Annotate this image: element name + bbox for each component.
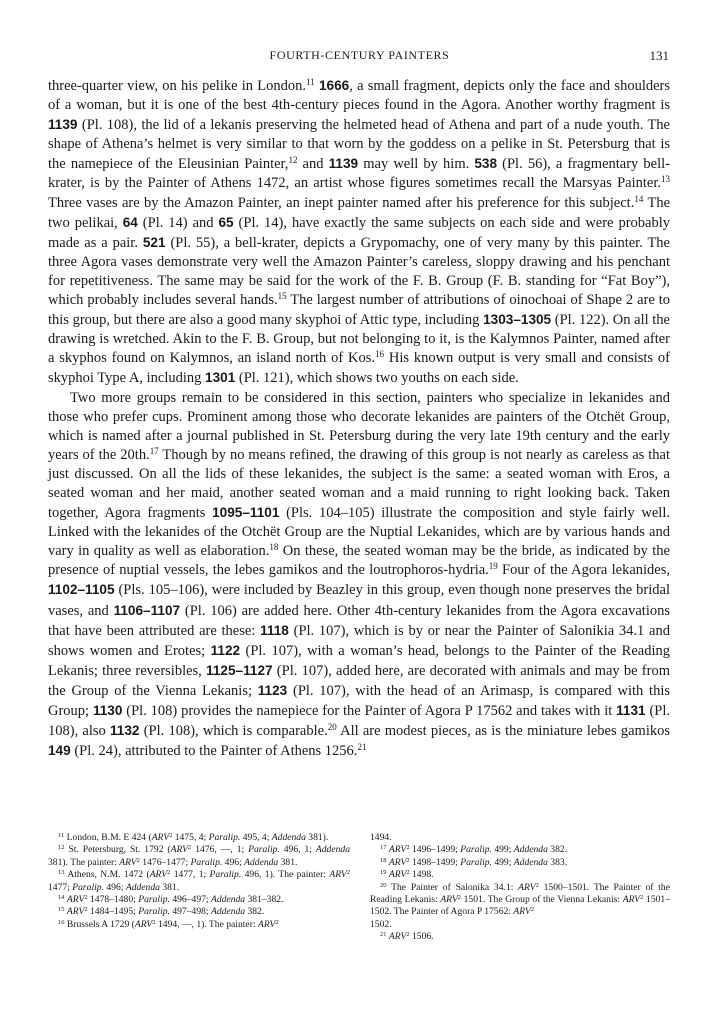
- text-run: (Pl. 107), which is by or near the Painter of Salonikia 34.1 and shows women and Erotes;: [48, 622, 670, 659]
- footnote-15: [48, 906, 350, 918]
- catalogue-number: 1301: [205, 370, 236, 386]
- catalogue-number: 1118: [260, 622, 289, 638]
- catalogue-number: 521: [142, 234, 166, 250]
- catalogue-number: 149: [48, 743, 71, 759]
- text-run: 499;: [491, 844, 514, 856]
- text-run: The Painter of Salonika 34.1:: [386, 881, 519, 893]
- catalogue-number: 538: [474, 156, 498, 172]
- text-run: may well by him.: [358, 156, 475, 173]
- abbrev: Addenda: [125, 881, 160, 893]
- catalogue-number: 1106–1107: [113, 602, 181, 618]
- footnote-ref: 21: [357, 742, 367, 753]
- catalogue-number: 1666: [318, 78, 350, 93]
- catalogue-number: 65: [218, 214, 234, 230]
- footnote-number: 14: [58, 894, 65, 902]
- abbrev: ARV: [134, 918, 153, 930]
- footnotes-left-column: [48, 832, 350, 931]
- footnote-number: 12: [58, 844, 65, 852]
- footnote-16-continued: 1494.: [370, 832, 392, 843]
- superscript: 2: [167, 869, 171, 877]
- text-run: 1478–1480;: [87, 894, 139, 906]
- footnote-ref: 18: [269, 542, 279, 553]
- abbrev: ARV: [149, 869, 168, 881]
- footnote-number: 18: [380, 856, 387, 864]
- page-header: [0, 48, 719, 68]
- text-run: three-quarter view, on his pelike in London.: [48, 78, 307, 94]
- text-run: (Pl. 107), with a woman’s head, belongs to the Painter of the Reading Lekanis; three reversibles,: [48, 642, 671, 679]
- footnote-11: [48, 832, 350, 844]
- catalogue-number: 1303–1305: [483, 312, 552, 328]
- abbrev: ARV: [66, 894, 85, 906]
- superscript: 2: [188, 844, 192, 852]
- superscript: 2: [530, 906, 535, 914]
- abbrev: Paralip.: [209, 869, 242, 881]
- abbrev: Paralip.: [138, 906, 170, 918]
- text-run: Brussels A 1729 (: [64, 918, 135, 930]
- footnote-number: 15: [58, 906, 65, 914]
- text-run: (Pl. 107), added here, are decorated with animals and may be from the Group of the Vienna Lekanis;: [48, 662, 670, 699]
- catalogue-number: 1130: [92, 703, 123, 718]
- footnote-13: [48, 869, 350, 894]
- abbrev: ARV: [388, 931, 407, 943]
- abbrev: Addenda: [244, 856, 279, 868]
- text-run: 1500–1501. The Painter of the Reading Lekanis:: [370, 881, 670, 906]
- text-run: 382.: [547, 844, 568, 856]
- text-run: 383.: [547, 856, 568, 868]
- text-run: , a small fragment, depicts only the face and shoulders of a woman, but it is one of the best 4th-century pieces found in the Agora. Another worthy fragment is: [48, 78, 670, 114]
- superscript: 2: [275, 918, 279, 926]
- superscript: 2: [535, 881, 539, 889]
- abbrev: Addenda: [513, 844, 548, 856]
- footnote-ref: 19: [488, 561, 498, 572]
- text-run: (Pl. 108), also: [48, 703, 671, 740]
- text-run: On these, the seated woman may be the bride, as indicated by the presence of nuptial vessels, the lebes gamikos and the loutrophoros-hydria.: [48, 543, 670, 579]
- text-run: Two more groups remain to be considered in this section, painters who specialize in lekanides and those who prefer cups. Prominent among those who decorate lekanides are painters of the Otchët Group, which is named after a journal published in St. Petersburg during the very late 19th century and the early years of the 20th.: [48, 389, 670, 463]
- footnote-14: [48, 894, 350, 906]
- footnote-ref: 12: [288, 155, 298, 166]
- text-run: 1496–1499;: [409, 844, 461, 856]
- text-run: 1475, 4;: [172, 832, 209, 843]
- superscript: 2: [406, 931, 410, 939]
- catalogue-number: 1139: [328, 156, 359, 172]
- superscript: 2: [136, 856, 140, 864]
- superscript: 2: [152, 918, 156, 926]
- text-run: 496–497;: [169, 894, 211, 906]
- footnote-17: [370, 844, 670, 856]
- text-run: 495, 4;: [240, 832, 272, 843]
- text-run: and: [297, 156, 329, 173]
- abbrev: ARV: [622, 894, 641, 906]
- text-run: St. Petersburg, St. 1792 (: [64, 844, 171, 856]
- abbrev: ARV: [257, 918, 276, 930]
- text-run: (Pl. 24), attributed to the Painter of Athens 1256.: [70, 743, 358, 760]
- footnote-16: [48, 919, 350, 931]
- superscript: 2: [406, 869, 410, 877]
- text-run: 1484–1495;: [87, 906, 139, 918]
- footnote-number: 19: [380, 869, 387, 877]
- text-run: (Pl. 106) are added here. Other 4th-century lekanides from the Agora excavations that have been attributed are these:: [48, 602, 671, 639]
- text-run: 496;: [222, 856, 245, 868]
- paragraph-2: [48, 389, 670, 762]
- text-run: (Pl. 56), a fragmentary bell-krater, is by the Painter of Athens 1472, an artist whose figures sometimes recall the Marsyas Painter.: [48, 156, 670, 192]
- text-run: All are modest pieces, as is the miniature lebes gamikos: [336, 723, 670, 740]
- abbrev: ARV: [151, 832, 170, 843]
- text-run: (Pl. 14), have exactly the same subjects on each side and were probably made as a pair.: [48, 214, 670, 251]
- text-run: 1498.: [409, 869, 434, 881]
- text-run: 496, 1;: [279, 844, 316, 856]
- superscript: 2: [406, 844, 410, 852]
- text-run: 1501–1502. The Painter of Agora P 17562:: [370, 894, 671, 918]
- abbrev: ARV: [388, 869, 407, 881]
- abbrev: Paralip.: [460, 856, 492, 868]
- footnote-21: [370, 931, 670, 943]
- text-run: (Pl. 14) and: [137, 214, 219, 231]
- text-run: (Pl. 108), the lid of a lekanis preserving the helmeted head of Athena and part of a nude youth. The shape of Athena’s helmet is very similar to that worn by the goddess on a pelike in St. Petersburg that is the namepiece of the Eleusinian Painter,: [48, 117, 670, 173]
- catalogue-number: 1132: [110, 723, 140, 739]
- superscript: 2: [169, 832, 173, 839]
- footnote-ref: 13: [661, 174, 670, 185]
- abbrev: Paralip.: [208, 832, 241, 843]
- text-run: Three vases are by the Amazon Painter, an inept painter named after his preference for this subject.: [48, 194, 635, 211]
- text-run: 382.: [245, 906, 265, 918]
- footnote-ref: 15: [277, 291, 287, 302]
- abbrev: Addenda: [210, 906, 246, 918]
- footnote-18: [370, 857, 670, 869]
- text-run: 381.: [278, 856, 298, 868]
- abbrev: Addenda: [271, 832, 306, 843]
- text-run: (Pl. 108) provides the namepiece for the Painter of Agora P 17562 and takes with it: [122, 703, 617, 719]
- text-run: 381.: [159, 881, 180, 893]
- footnote-20: [370, 882, 670, 932]
- text-run: 1477, 1;: [170, 869, 210, 881]
- catalogue-number: 64: [122, 214, 138, 230]
- text-run: Though by no means refined, the drawing of this group is not nearly as careless as that just discussed. On all the lids of these lekanides, the subject is the same: a seated woman with Eros, a seated woman and her maid, another seated woman and a maid running to right looking back. Taken together, Agora fragments: [48, 446, 671, 522]
- footnote-number: 21: [380, 931, 387, 939]
- catalogue-number: 1125–1127: [206, 662, 273, 678]
- text-run: (Pls. 105–106), were included by Beazley in this group, even though none preserves the bridal vases, and: [48, 582, 670, 619]
- paragraph-1: [48, 76, 670, 389]
- text-run: 381–382.: [245, 894, 284, 906]
- catalogue-number: 1139: [48, 117, 78, 133]
- footnote-ref: 14: [634, 193, 644, 204]
- text-run: 496;: [103, 881, 126, 893]
- footnote-ref: 17: [149, 445, 159, 456]
- text-run: (Pl. 121), which shows two youths on each side.: [235, 370, 519, 387]
- text-run: (Pls. 104–105) illustrate the composition and style fairly well. Linked with the lekanides of the Otchët Group are the Nuptial Lekanides, which are by various hands and vary in quality as well as elaboration.: [48, 505, 670, 560]
- footnote-ref: 16: [375, 349, 385, 360]
- main-text: [48, 76, 670, 761]
- abbrev: ARV: [518, 881, 536, 893]
- superscript: 2: [346, 869, 351, 877]
- catalogue-number: 1122: [210, 642, 241, 658]
- text-run: Four of the Agora lekanides,: [497, 562, 670, 579]
- abbrev: ARV: [440, 894, 458, 906]
- footnote-12: [48, 844, 350, 869]
- abbrev: ARV: [170, 844, 189, 856]
- text-run: 1501. The Group of the Vienna Lekanis:: [460, 894, 623, 906]
- text-run: His known output is very small and consists of skyphoi Type A, including: [48, 350, 670, 387]
- running-head: FOURTH-CENTURY PAINTERS: [269, 48, 450, 62]
- abbrev: ARV: [388, 856, 407, 868]
- footnote-ref: 11: [306, 77, 315, 87]
- text-run: 497–498;: [169, 906, 211, 918]
- catalogue-number: 1123: [257, 682, 288, 698]
- abbrev: ARV: [513, 906, 531, 918]
- abbrev: Paralip.: [190, 856, 223, 868]
- abbrev: Addenda: [210, 894, 246, 906]
- text-run: 496, 1). The painter:: [241, 869, 330, 881]
- text-run: 381). The painter:: [48, 856, 120, 868]
- footnote-number: 11: [58, 832, 65, 839]
- abbrev: Addenda: [513, 856, 548, 868]
- catalogue-number: 1102–1105: [48, 582, 115, 598]
- catalogue-number: 1095–1101: [212, 505, 280, 521]
- abbrev: Paralip.: [460, 844, 492, 856]
- text-run: 1476–1477;: [139, 856, 191, 868]
- text-run: 1506.: [409, 931, 434, 943]
- footnote-ref: 20: [327, 722, 337, 733]
- text-run: (Pl. 108), which is comparable.: [139, 723, 328, 740]
- text-run: 1476, —, 1;: [191, 844, 249, 856]
- text-run: 381).: [305, 832, 329, 843]
- catalogue-number: 1131: [616, 703, 646, 718]
- abbrev: ARV: [329, 869, 347, 881]
- text-run: 1502.: [370, 918, 392, 930]
- superscript: 2: [640, 894, 644, 902]
- abbrev: ARV: [66, 906, 85, 918]
- superscript: 2: [406, 856, 410, 864]
- text-run: 499;: [491, 856, 514, 868]
- footnote-number: 17: [380, 844, 387, 852]
- footnote-number: 20: [380, 881, 387, 889]
- footnote-19: [370, 869, 670, 881]
- text-run: (Pl. 107), with the head of an Arimasp, is compared with this Group;: [48, 682, 670, 719]
- text-run: 1477;: [48, 881, 73, 893]
- text-run: London, B.M. E 424 (: [64, 832, 152, 843]
- text-run: Athens, N.M. 1472 (: [64, 869, 150, 881]
- text-run: (Pl. 55), a bell-krater, depicts a Grypomachy, one of very many by this painter. The three Agora vases demonstrate very well the Amazon Painter’s careless, sloppy drawing and his penchant for repetitiveness. The same may be said for the work of the F. B. Group (F. B. standing for “Fat Boy”), which probably includes several hands.: [48, 234, 670, 309]
- page-number: 131: [649, 48, 669, 63]
- footnotes-right-column: [370, 832, 670, 944]
- text-run: (Pl. 122). On all the drawing is wretched. Akin to the F. B. Group, but not belonging to it, is the Kalymnos Painter, named after a skyphos found on Kalymnos, an island north of Kos.: [48, 312, 670, 367]
- abbrev: Paralip.: [72, 881, 104, 893]
- abbrev: ARV: [119, 856, 137, 868]
- superscript: 2: [84, 906, 88, 914]
- text-run: 1494, —, 1). The painter:: [155, 918, 258, 930]
- footnote-number: 16: [58, 918, 65, 926]
- superscript: 2: [457, 894, 461, 902]
- text-run: The two pelikai,: [48, 194, 670, 231]
- abbrev: ARV: [388, 844, 407, 856]
- superscript: 2: [84, 894, 88, 902]
- abbrev: Paralip.: [138, 894, 170, 906]
- abbrev: Paralip.: [248, 844, 280, 856]
- text-run: 1498–1499;: [409, 856, 461, 868]
- text-run: The largest number of attributions of oinochoai of Shape 2 are to this group, but there are also a good many skyphoi of Attic type, including: [48, 292, 671, 329]
- footnote-number: 13: [58, 869, 65, 877]
- abbrev: Addenda: [315, 844, 350, 856]
